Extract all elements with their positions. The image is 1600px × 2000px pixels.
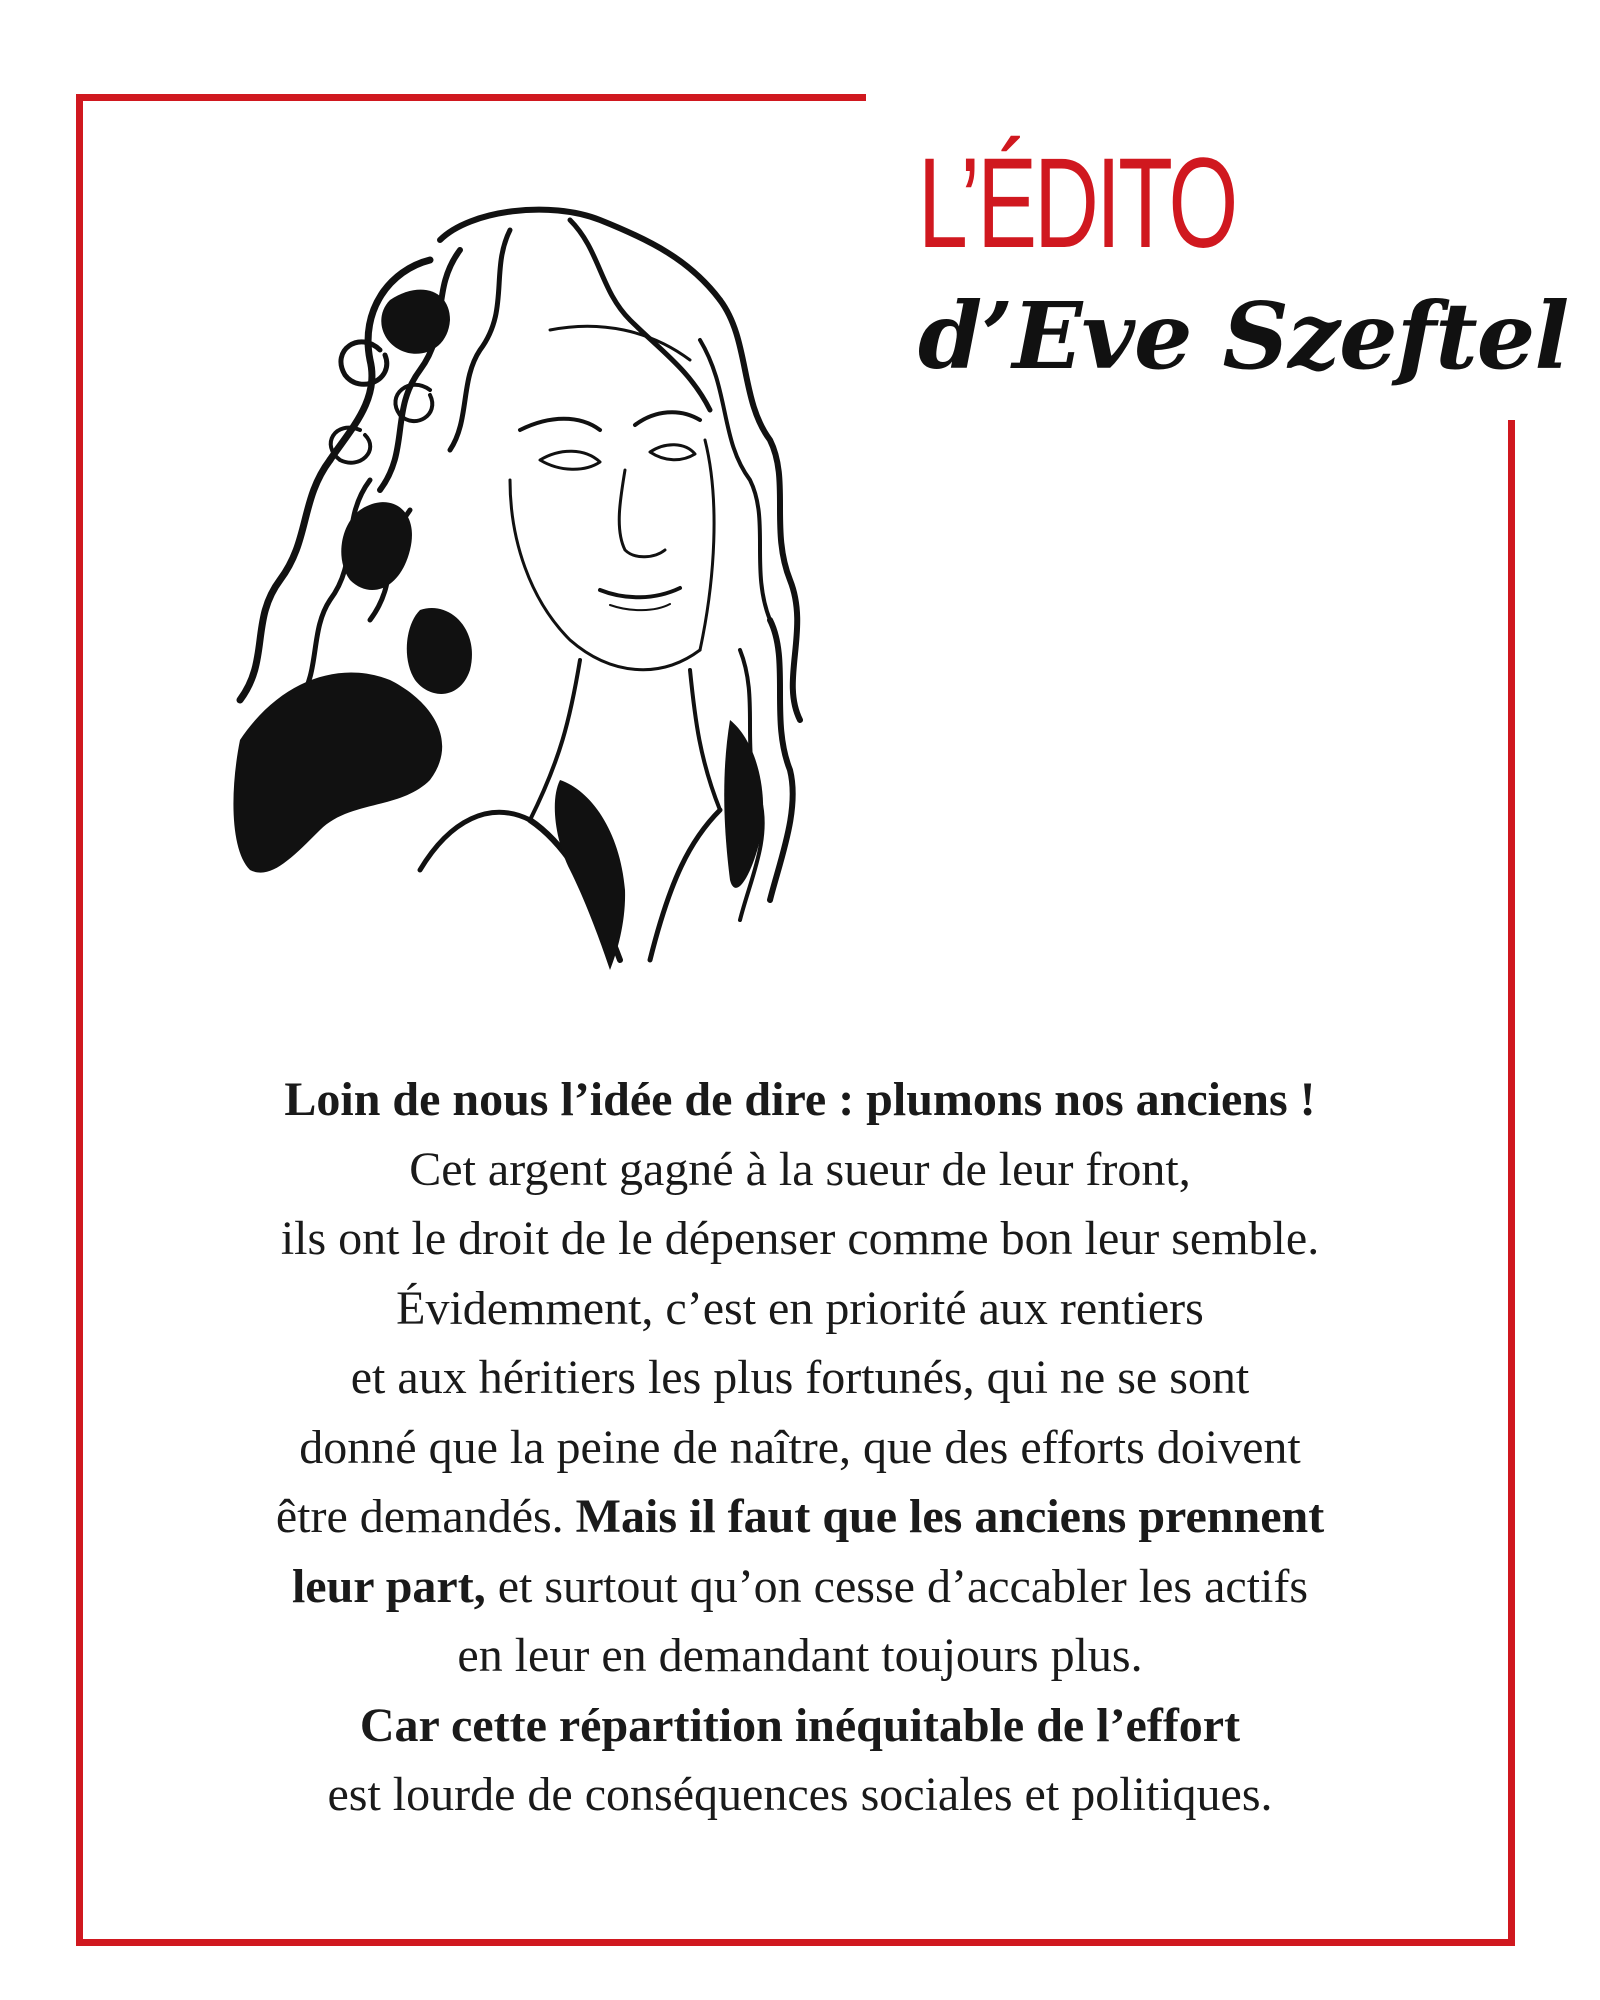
frame-bottom-border	[76, 1939, 1515, 1946]
edito-line: et aux héritiers les plus fortunés, qui ne se sont	[350, 1351, 1250, 1404]
edito-line: Loin de nous l’idée de dire : plumons nos anciens !	[284, 1073, 1316, 1126]
edito-kicker: L’ÉDITO	[918, 132, 1236, 275]
edito-line: être demandés. Mais il faut que les anciens prennent	[275, 1490, 1325, 1543]
edito-line: Évidemment, c’est en priorité aux rentiers	[396, 1281, 1204, 1335]
edito-line: est lourde de conséquences sociales et politiques.	[327, 1768, 1273, 1821]
edito-line: ils ont le droit de le dépenser comme bon leur semble.	[280, 1212, 1320, 1265]
frame-right-border	[1508, 420, 1515, 1946]
author-byline: d’Eve Szeftel	[918, 282, 1569, 390]
frame-left-border	[76, 94, 83, 1946]
edito-line: Car cette répartition inéquitable de l’effort	[359, 1698, 1241, 1752]
portrait-sketch-icon	[130, 180, 870, 1000]
frame-top-border	[76, 94, 866, 101]
edito-line: leur part, et surtout qu’on cesse d’accabler les actifs	[291, 1559, 1309, 1613]
edito-line: donné que la peine de naître, que des efforts doivent	[299, 1420, 1301, 1474]
edito-line: en leur en demandant toujours plus.	[457, 1629, 1143, 1682]
editorial-text	[140, 1065, 1460, 1830]
edito-line: Cet argent gagné à la sueur de leur front,	[409, 1142, 1191, 1196]
